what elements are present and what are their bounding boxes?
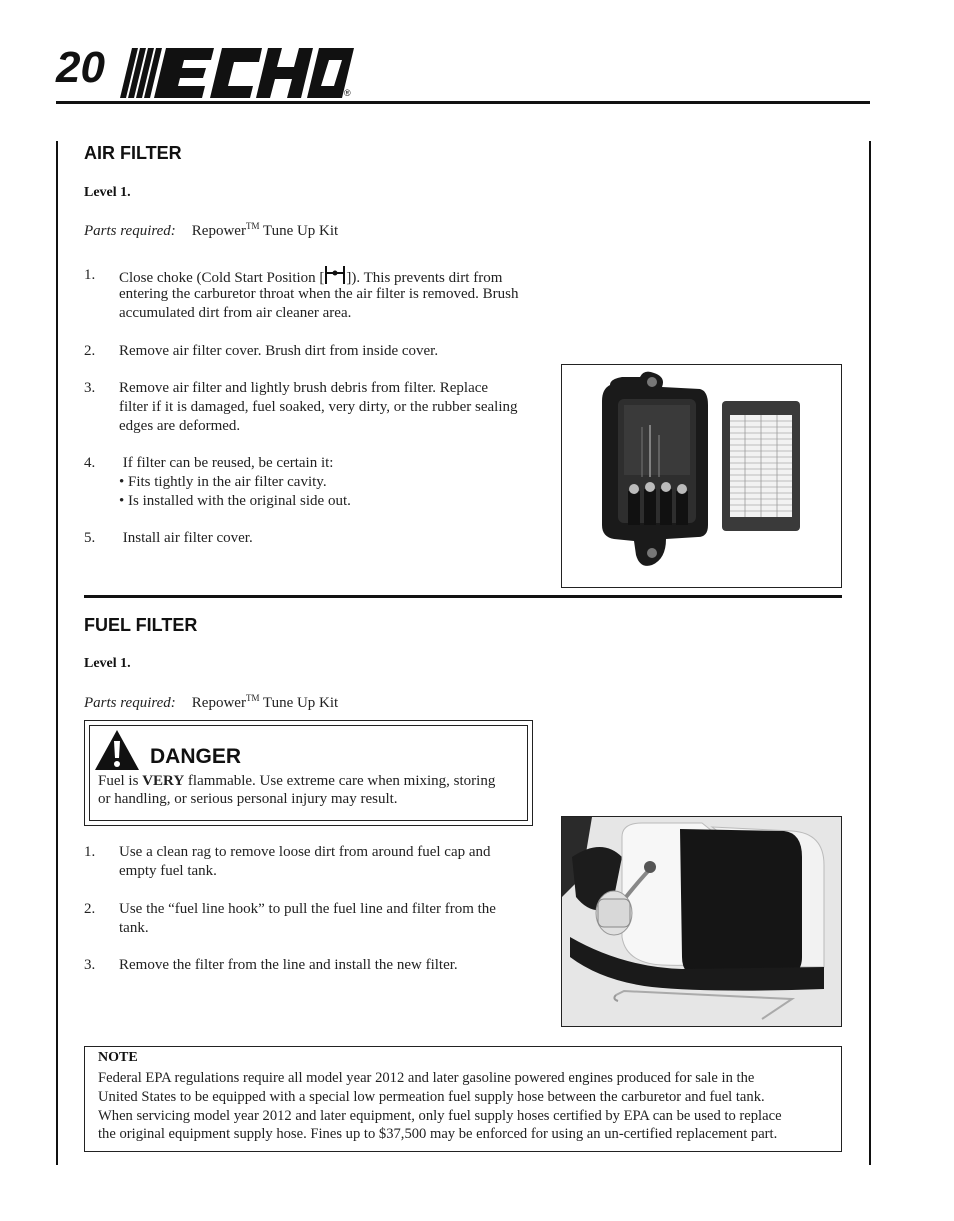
step-text: entering the carburetor throat when the air filter is removed. Brush	[119, 286, 519, 302]
parts-value-suffix: Tune Up Kit	[259, 695, 339, 711]
air-filter-step-2	[84, 342, 544, 362]
note-title: NOTE	[98, 1050, 138, 1065]
air-filter-level: Level 1.	[84, 185, 131, 200]
choke-cold-start-icon	[324, 266, 346, 284]
step-text: accumulated dirt from air cleaner area.	[119, 305, 352, 321]
step-text: Use the “fuel line hook” to pull the fuel line and filter from the	[119, 901, 496, 917]
air-filter-parts	[84, 221, 338, 240]
page-number: 20	[56, 43, 105, 92]
step-text: Remove the filter from the line and install the new filter.	[119, 957, 458, 973]
danger-warning-icon	[94, 729, 140, 771]
step-text: Install air filter cover.	[119, 530, 253, 546]
registered-mark: ®	[344, 88, 351, 98]
step-text: If filter can be reused, be certain it:	[119, 455, 334, 471]
air-filter-illustration	[562, 365, 841, 587]
fuel-filter-step-1	[84, 843, 544, 883]
danger-text	[98, 772, 523, 808]
air-filter-step-3	[84, 379, 544, 439]
air-filter-step-1	[84, 266, 544, 326]
fuel-filter-title: FUEL FILTER	[84, 615, 198, 635]
note-text	[98, 1069, 836, 1144]
section-divider	[84, 595, 842, 598]
fuel-filter-step-3	[84, 956, 544, 976]
step-text: empty fuel tank.	[119, 863, 217, 879]
step-text: ]). This prevents dirt from	[346, 270, 503, 286]
step-bullet: • Is installed with the original side out.	[119, 493, 351, 509]
step-number: 1.	[84, 267, 96, 283]
step-text: tank.	[119, 920, 149, 936]
header-rule	[56, 101, 870, 104]
trademark-mark: TM	[245, 693, 260, 703]
danger-text-part: or handling, or serious personal injury may result.	[98, 791, 398, 807]
air-filter-title: AIR FILTER	[84, 143, 182, 163]
note-line: United States to be equipped with a special low permeation fuel supply hose between the carburetor and fuel tank.	[98, 1088, 765, 1105]
parts-label: Parts required:	[84, 223, 176, 239]
step-number: 3.	[84, 380, 96, 396]
fuel-filter-level: Level 1.	[84, 656, 131, 671]
step-bullet: • Fits tightly in the air filter cavity.	[119, 474, 327, 490]
step-number: 4.	[84, 455, 96, 471]
note-line: When servicing model year 2012 and later equipment, only fuel supply hoses certified by EPA can be used to replace	[98, 1107, 782, 1124]
parts-label: Parts required:	[84, 695, 176, 711]
step-text: Remove air filter cover. Brush dirt from inside cover.	[119, 343, 439, 359]
danger-title: DANGER	[150, 745, 242, 768]
danger-text-emphasis: VERY	[142, 773, 185, 789]
parts-value: Repower	[191, 223, 246, 239]
echo-logo	[118, 46, 358, 102]
step-number: 2.	[84, 343, 96, 359]
air-filter-photo	[561, 364, 842, 588]
step-number: 2.	[84, 901, 96, 917]
fuel-filter-step-2	[84, 900, 544, 940]
note-line: the original equipment supply hose. Fines up to $37,500 may be enforced for using an un-certified replacement part.	[98, 1126, 778, 1143]
fuel-tank-illustration	[562, 817, 841, 1026]
step-text: filter if it is damaged, fuel soaked, very dirty, or the rubber sealing	[119, 399, 518, 415]
step-number: 3.	[84, 957, 96, 973]
fuel-filter-parts	[84, 693, 338, 712]
parts-value: Repower	[191, 695, 246, 711]
danger-text-part: Fuel is	[98, 773, 143, 789]
step-text: Close choke (Cold Start Position [	[119, 270, 325, 286]
air-filter-step-4	[84, 454, 544, 514]
step-text: Remove air filter and lightly brush debris from filter. Replace	[119, 380, 489, 396]
trademark-mark: TM	[245, 221, 260, 231]
note-line: Federal EPA regulations require all model year 2012 and later gasoline powered engines produced for sale in the	[98, 1070, 755, 1086]
right-margin-rule	[869, 141, 871, 1165]
step-text: edges are deformed.	[119, 418, 241, 434]
fuel-tank-photo	[561, 816, 842, 1027]
parts-value-suffix: Tune Up Kit	[259, 223, 339, 239]
step-number: 1.	[84, 844, 96, 860]
step-number: 5.	[84, 530, 96, 546]
left-margin-rule	[56, 141, 58, 1165]
danger-text-part: flammable. Use extreme care when mixing, storing	[184, 773, 496, 789]
air-filter-step-5	[84, 529, 544, 549]
step-text: Use a clean rag to remove loose dirt from around fuel cap and	[119, 844, 491, 860]
